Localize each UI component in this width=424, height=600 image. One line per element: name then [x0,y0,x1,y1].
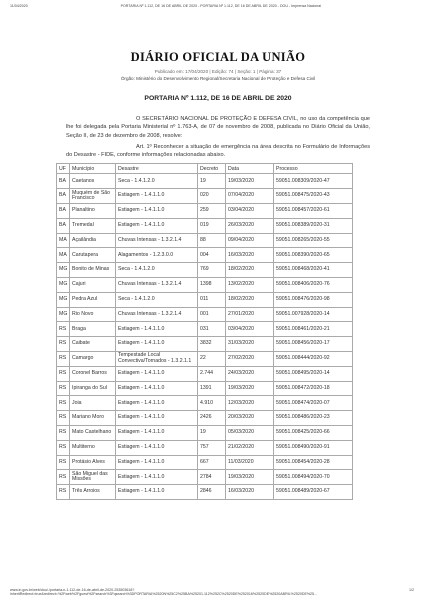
cell-data: 20/03/2020 [226,411,274,426]
print-page-number: 1/2 [409,588,414,592]
cell-desastre: Estiagem - 1.4.1.1.0 [116,204,198,219]
print-url: www.in.gov.br/web/dou/-/portaria-n-1.112-de-16-de-abril-de-2020-253503618?inheritRedirect=true&redirect=%2Fweb%2Fguest%2Fsearch%3Fqsearch%3DPORTARIA%2520N%25C2%25BA%25201.112%252C%2520DE%252016%2520DE%2520ABRIL%2520DE%25... [10,588,318,596]
table-row [57,189,353,204]
cell-desastre: Estiagem - 1.4.1.1.0 [116,218,198,233]
cell-data: 21/02/2020 [226,440,274,455]
table-row [57,337,353,352]
cell-data: 26/03/2020 [226,218,274,233]
cell-desastre: Estiagem - 1.4.1.1.0 [116,396,198,411]
table-header-row [57,164,353,174]
cell-desastre: Seca - 1.4.1.2.0 [116,292,198,307]
cell-processo: 59051.008389/2020-31 [274,218,353,233]
cell-processo: 59051.008309/2020-47 [274,174,353,189]
cell-municipio: Caetanos [70,174,116,189]
table-row [57,248,353,263]
cell-processo: 59051.007928/2020-14 [274,307,353,322]
cell-processo: 59051.008406/2020-76 [274,278,353,293]
cell-data: 05/03/2020 [226,426,274,441]
cell-municipio: Mato Castelhano [70,426,116,441]
cell-data: 19/03/2020 [226,174,274,189]
cell-uf: RS [57,411,70,426]
table-row [57,263,353,278]
cell-data: 09/04/2020 [226,233,274,248]
cell-uf: MG [57,278,70,293]
cell-data: 12/03/2020 [226,396,274,411]
table-row [57,485,353,500]
cell-data: 31/03/2020 [226,337,274,352]
header-data: Data [226,164,274,174]
cell-municipio: Carutapera [70,248,116,263]
cell-uf: BA [57,189,70,204]
cell-desastre: Estiagem - 1.4.1.1.0 [116,189,198,204]
header-decreto: Decreto [198,164,226,174]
cell-decreto: 19 [198,426,226,441]
cell-decreto: 3832 [198,337,226,352]
document [59,50,370,500]
table-row [57,366,353,381]
cell-processo: 59051.008486/2020-23 [274,411,353,426]
table-row [57,174,353,189]
cell-desastre: Chuvas Intensas - 1.3.2.1.4 [116,233,198,248]
cell-uf: RS [57,322,70,337]
cell-decreto: 2846 [198,485,226,500]
cell-desastre: Chuvas Intensas - 1.3.2.1.4 [116,278,198,293]
cell-decreto: 001 [198,307,226,322]
cell-desastre: Estiagem - 1.4.1.1.0 [116,366,198,381]
cell-decreto: 1391 [198,381,226,396]
cell-processo: 59051.008476/2020-98 [274,292,353,307]
portaria-title: PORTARIA Nº 1.112, DE 16 DE ABRIL DE 2020 [144,95,292,102]
cell-municipio: Braga [70,322,116,337]
cell-municipio: Coronel Barros [70,366,116,381]
table-row [57,278,353,293]
cell-decreto: 88 [198,233,226,248]
cell-desastre: Estiagem - 1.4.1.1.0 [116,455,198,470]
cell-data: 16/03/2020 [226,485,274,500]
cell-data: 03/04/2020 [226,204,274,219]
cell-data: 19/03/2020 [226,470,274,485]
cell-decreto: 1398 [198,278,226,293]
cell-municipio: Tremedal [70,218,116,233]
table-row [57,204,353,219]
cell-desastre: Alagamentos - 1.2.3.0.0 [116,248,198,263]
cell-processo: 59051.008444/2020-92 [274,352,353,367]
header-uf: UF [57,164,70,174]
cell-processo: 59051.008457/2020-61 [274,204,353,219]
cell-decreto: 259 [198,204,226,219]
cell-desastre: Estiagem - 1.4.1.1.0 [116,440,198,455]
cell-desastre: Chuvas Intensas - 1.3.2.1.4 [116,307,198,322]
table-row [57,352,353,367]
table-row [57,440,353,455]
cell-decreto: 667 [198,455,226,470]
cell-data: 18/02/2020 [226,292,274,307]
cell-decreto: 004 [198,248,226,263]
cell-desastre: Estiagem - 1.4.1.1.0 [116,381,198,396]
cell-data: 24/03/2020 [226,366,274,381]
cell-processo: 59051.008456/2020-17 [274,337,353,352]
cell-municipio: Cajuri [70,278,116,293]
print-datetime: 11/04/2020 [10,4,28,8]
cell-municipio: Pedra Azul [70,292,116,307]
cell-data: 13/02/2020 [226,278,274,293]
cell-municipio: Rio Novo [70,307,116,322]
cell-municipio: Planaltino [70,204,116,219]
cell-uf: BA [57,174,70,189]
cell-uf: RS [57,426,70,441]
cell-processo: 59051.008425/2020-66 [274,426,353,441]
cell-processo: 59051.008468/2020-41 [274,263,353,278]
cell-desastre: Seca - 1.4.1.2.0 [116,174,198,189]
cell-data: 03/04/2020 [226,322,274,337]
print-page-title: PORTARIA Nº 1.112, DE 16 DE ABRIL DE 2020 - PORTARIA Nº 1.112, DE 16 DE ABRIL DE 2020 - DOU - Imprensa Nacional [120,4,322,8]
table-row [57,396,353,411]
table-row [57,411,353,426]
publication-info: Publicado em: 17/04/2020 | Edição: 74 | Seção: 1 | Página: 37 [154,69,282,74]
article-paragraph: Art. 1º Reconhecer a situação de emergência na área descrita no Formulário de Informações do Desastre - FIDE, conforme informações relacionadas abaixo. [66,143,370,159]
cell-decreto: 011 [198,292,226,307]
header-municipio: Município [70,164,116,174]
cell-desastre: Estiagem - 1.4.1.1.0 [116,470,198,485]
organ-line: Órgão: Ministério do Desenvolvimento Regional/Secretaria Nacional de Proteção e Defesa Civil [120,76,316,81]
print-footer [10,588,414,596]
cell-data: 19/03/2020 [226,381,274,396]
cell-processo: 59051.008390/2020-65 [274,248,353,263]
cell-decreto: 2784 [198,470,226,485]
cell-uf: BA [57,204,70,219]
cell-processo: 59051.008461/2020-21 [274,322,353,337]
cell-decreto: 019 [198,218,226,233]
cell-municipio: Muquém de São Francisco [70,189,116,204]
cell-uf: RS [57,440,70,455]
table-row [57,233,353,248]
cell-desastre: Estiagem - 1.4.1.1.0 [116,485,198,500]
cell-municipio: Mariano Moro [70,411,116,426]
cell-processo: 59051.008490/2020-91 [274,440,353,455]
cell-decreto: 22 [198,352,226,367]
cell-uf: RS [57,455,70,470]
cell-desastre: Estiagem - 1.4.1.1.0 [116,322,198,337]
cell-uf: RS [57,485,70,500]
cell-decreto: 2426 [198,411,226,426]
table-body [57,174,353,500]
cell-uf: RS [57,337,70,352]
cell-decreto: 769 [198,263,226,278]
cell-desastre: Seca - 1.4.1.2.0 [116,263,198,278]
cell-uf: MG [57,292,70,307]
cell-desastre: Estiagem - 1.4.1.1.0 [116,426,198,441]
table-row [57,426,353,441]
cell-municipio: Bonito de Minas [70,263,116,278]
table-row [57,322,353,337]
cell-decreto: 031 [198,322,226,337]
cell-municipio: Três Arroios [70,485,116,500]
cell-uf: RS [57,396,70,411]
cell-uf: RS [57,366,70,381]
cell-uf: MA [57,233,70,248]
cell-data: 16/03/2020 [226,248,274,263]
cell-desastre: Estiagem - 1.4.1.1.0 [116,411,198,426]
cell-uf: RS [57,352,70,367]
cell-municipio: Camargo [70,352,116,367]
cell-processo: 59051.008474/2020-07 [274,396,353,411]
cell-uf: MG [57,307,70,322]
cell-processo: 59051.008454/2020-28 [274,455,353,470]
cell-municipio: Caibate [70,337,116,352]
table-row [57,218,353,233]
resolution-paragraph: O SECRETÁRIO NACIONAL DE PROTEÇÃO E DEFESA CIVIL, no uso da competência que lhe foi delegada pela Portaria Ministerial nº 1.763-A, de 07 de novembro de 2008, publicada no Diário Oficial da União, Seção II, de 23 de dezembro de 2008, resolve: [66,116,370,139]
table-row [57,292,353,307]
cell-decreto: 2.744 [198,366,226,381]
cell-data: 11/03/2020 [226,455,274,470]
cell-uf: MG [57,263,70,278]
cell-uf: BA [57,218,70,233]
cell-processo: 59051.008494/2020-70 [274,470,353,485]
table-row [57,455,353,470]
cell-processo: 59051.008475/2020-43 [274,189,353,204]
cell-municipio: Açailândia [70,233,116,248]
print-header [10,4,414,12]
cell-desastre: Estiagem - 1.4.1.1.0 [116,337,198,352]
cell-uf: RS [57,470,70,485]
cell-processo: 59051.008489/2020-67 [274,485,353,500]
cell-decreto: 19 [198,174,226,189]
cell-desastre: Tempestade Local Convectiva/Tornados - 1.3.2.1.1 [116,352,198,367]
cell-processo: 59051.008495/2020-14 [274,366,353,381]
cell-data: 27/01/2020 [226,307,274,322]
cell-decreto: 4.910 [198,396,226,411]
cell-uf: MA [57,248,70,263]
table-row [57,470,353,485]
cell-municipio: Ipiranga do Sul [70,381,116,396]
cell-processo: 59051.008472/2020-18 [274,381,353,396]
table-row [57,307,353,322]
cell-data: 07/04/2020 [226,189,274,204]
emergency-table [56,163,353,500]
cell-decreto: 020 [198,189,226,204]
cell-uf: RS [57,381,70,396]
cell-data: 27/02/2020 [226,352,274,367]
cell-data: 18/02/2020 [226,263,274,278]
table-row [57,381,353,396]
cell-municipio: São Miguel das Missões [70,470,116,485]
cell-decreto: 757 [198,440,226,455]
cell-processo: 59051.008265/2020-55 [274,233,353,248]
cell-municipio: Multiterno [70,440,116,455]
header-desastre: Desastre [116,164,198,174]
header-processo: Processo [274,164,353,174]
masthead-title: DIÁRIO OFICIAL DA UNIÃO [130,50,306,64]
cell-municipio: Protásio Alves [70,455,116,470]
cell-municipio: Joia [70,396,116,411]
